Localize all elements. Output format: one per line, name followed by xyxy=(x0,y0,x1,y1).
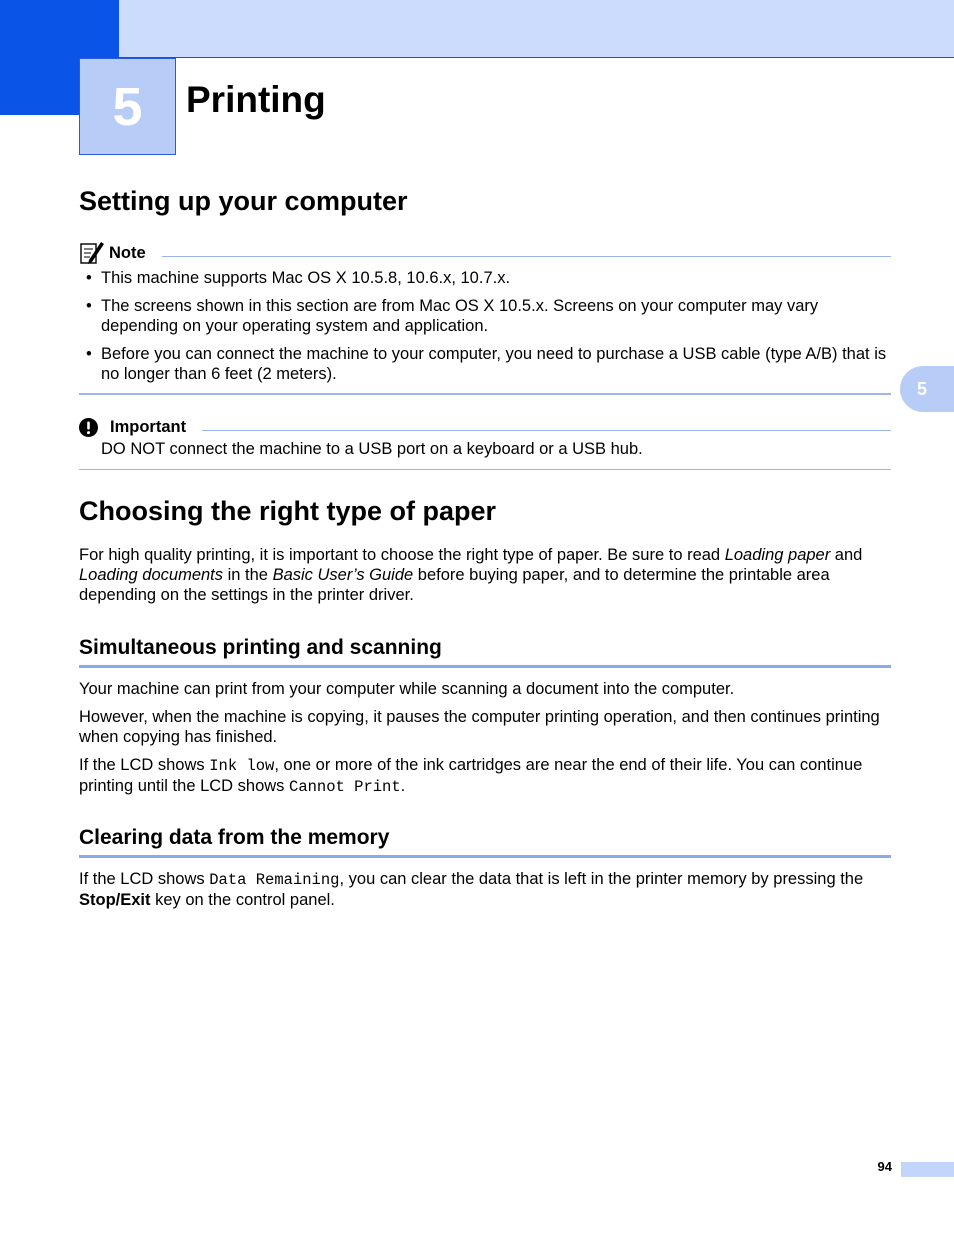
note-end-rule xyxy=(79,393,891,395)
page-number: 94 xyxy=(877,1159,892,1174)
bullet-text: The screens shown in this section are from Mac OS X 10.5.x. Screens on your computer may vary depending on your operating system and application. xyxy=(101,297,819,335)
important-text: DO NOT connect the machine to a USB port on a keyboard or a USB hub. xyxy=(101,440,643,458)
lcd-message-ink-low: Ink low xyxy=(209,757,275,775)
section-title-setup: Setting up your computer xyxy=(79,186,408,216)
note-bullet xyxy=(86,344,894,384)
note-bullet xyxy=(86,296,894,336)
reference-basic-users-guide: Basic User’s Guide xyxy=(272,566,414,584)
note-bullet xyxy=(86,268,894,288)
subsection-title-clearing: Clearing data from the memory xyxy=(79,826,891,858)
para-text: . xyxy=(400,777,406,795)
important-rule xyxy=(202,430,891,431)
section-title-paper: Choosing the right type of paper xyxy=(79,496,496,526)
paper-text: in the xyxy=(223,566,273,584)
paper-paragraph xyxy=(79,545,894,605)
note-header xyxy=(79,242,891,264)
header-band xyxy=(0,0,954,58)
bullet-dot: • xyxy=(86,297,92,315)
footer-bar xyxy=(901,1162,954,1177)
important-header xyxy=(79,416,891,438)
clearing-paragraph xyxy=(79,869,894,910)
para-text: If the LCD shows xyxy=(79,870,210,888)
key-name-stop-exit: Stop/Exit xyxy=(79,891,151,909)
note-label: Note xyxy=(109,243,146,262)
para-text: key on the control panel. xyxy=(150,891,335,909)
lcd-message-data-remaining: Data Remaining xyxy=(209,871,340,889)
note-rule xyxy=(162,256,891,257)
note-pencil-icon xyxy=(79,240,105,266)
chapter-side-tab[interactable] xyxy=(900,366,954,412)
paper-text: and xyxy=(830,546,863,564)
simultaneous-para-1: Your machine can print from your computer while scanning a document into the computer. xyxy=(79,680,735,698)
bullet-text: This machine supports Mac OS X 10.5.8, 10.6.x, 10.7.x. xyxy=(101,269,511,287)
paper-text: before buying paper, and to determine the printable area depending on the settings in the printer driver. xyxy=(79,566,830,604)
bullet-dot: • xyxy=(86,345,92,363)
chapter-number-box xyxy=(79,58,176,155)
bullet-dot: • xyxy=(86,269,92,287)
simultaneous-para-3 xyxy=(79,755,894,797)
paper-text: For high quality printing, it is important to choose the right type of paper. Be sure to read xyxy=(79,546,725,564)
reference-loading-documents: Loading documents xyxy=(79,566,224,584)
exclamation-icon xyxy=(79,418,98,437)
simultaneous-para-2: However, when the machine is copying, it pauses the computer printing operation, and then continues printing when copying has finished. xyxy=(79,708,880,746)
para-text: , one or more of the ink cartridges are near the end of their life. You can continue printing until the LCD shows xyxy=(79,756,863,795)
chapter-number: 5 xyxy=(112,76,143,137)
important-label: Important xyxy=(110,417,187,436)
side-tab-number: 5 xyxy=(917,378,928,399)
bullet-text: Before you can connect the machine to your computer, you need to purchase a USB cable (type A/B) that is no longer than 6 feet (2 meters). xyxy=(101,345,887,383)
para-text: If the LCD shows xyxy=(79,756,210,774)
important-end-rule xyxy=(79,469,891,470)
reference-loading-paper: Loading paper xyxy=(724,546,831,564)
chapter-title: Printing xyxy=(186,79,326,120)
para-text: , you can clear the data that is left in the printer memory by pressing the xyxy=(339,870,864,888)
subsection-title-simultaneous: Simultaneous printing and scanning xyxy=(79,636,891,668)
lcd-message-cannot-print: Cannot Print xyxy=(289,778,401,796)
